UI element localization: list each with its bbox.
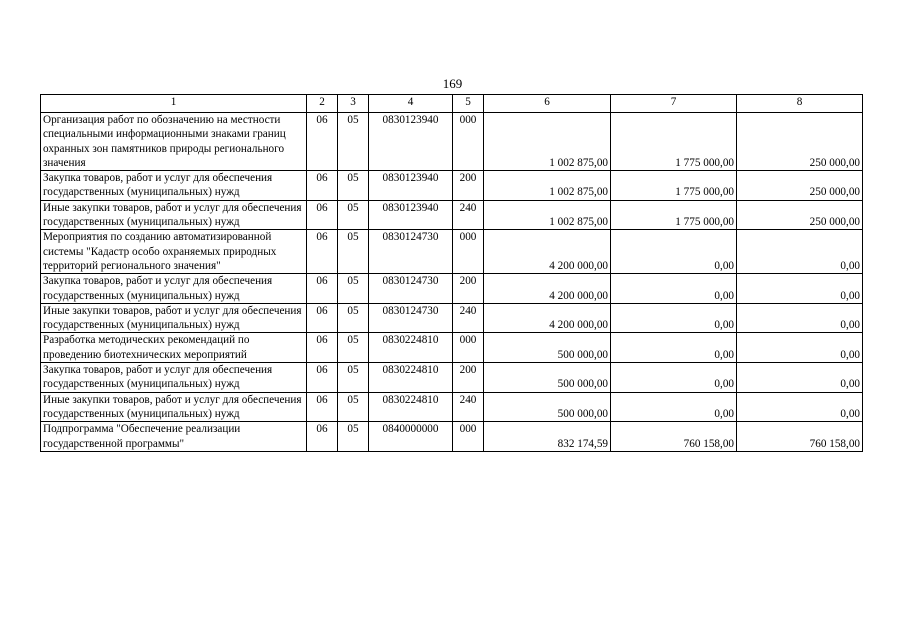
amount-cell: 0,00 xyxy=(611,392,737,422)
amount-cell: 500 000,00 xyxy=(484,333,611,363)
amount-cell: 0,00 xyxy=(737,274,863,304)
amount-cell: 500 000,00 xyxy=(484,363,611,393)
column-number: 5 xyxy=(453,95,484,113)
section-code-cell: 06 xyxy=(307,392,338,422)
column-number: 2 xyxy=(307,95,338,113)
item-name-cell: Организация работ по обозначению на местности специальными информационными знаками границ охранных зон памятников природы регионального значения xyxy=(41,113,307,171)
amount-cell: 0,00 xyxy=(611,274,737,304)
item-name-cell: Иные закупки товаров, работ и услуг для обеспечения государственных (муниципальных) нужд xyxy=(41,200,307,230)
item-name-cell: Разработка методических рекомендаций по проведению биотехнических мероприятий xyxy=(41,333,307,363)
expense-type-cell: 000 xyxy=(453,230,484,274)
column-number: 6 xyxy=(484,95,611,113)
section-code-cell: 06 xyxy=(307,113,338,171)
subsection-code-cell: 05 xyxy=(338,303,369,333)
subsection-code-cell: 05 xyxy=(338,171,369,201)
amount-cell: 0,00 xyxy=(737,392,863,422)
column-number: 4 xyxy=(369,95,453,113)
subsection-code-cell: 05 xyxy=(338,333,369,363)
amount-cell: 4 200 000,00 xyxy=(484,274,611,304)
table-row xyxy=(41,333,863,363)
section-code-cell: 06 xyxy=(307,303,338,333)
item-name-cell: Закупка товаров, работ и услуг для обеспечения государственных (муниципальных) нужд xyxy=(41,171,307,201)
subsection-code-cell: 05 xyxy=(338,113,369,171)
section-code-cell: 06 xyxy=(307,200,338,230)
section-code-cell: 06 xyxy=(307,333,338,363)
target-article-cell: 0830224810 xyxy=(369,363,453,393)
expense-type-cell: 240 xyxy=(453,200,484,230)
section-code-cell: 06 xyxy=(307,171,338,201)
target-article-cell: 0830124730 xyxy=(369,274,453,304)
target-article-cell: 0840000000 xyxy=(369,422,453,452)
column-number: 8 xyxy=(737,95,863,113)
amount-cell: 4 200 000,00 xyxy=(484,230,611,274)
target-article-cell: 0830123940 xyxy=(369,200,453,230)
amount-cell: 0,00 xyxy=(737,230,863,274)
amount-cell: 1 002 875,00 xyxy=(484,171,611,201)
expense-type-cell: 000 xyxy=(453,422,484,452)
table-row xyxy=(41,171,863,201)
amount-cell: 1 775 000,00 xyxy=(611,200,737,230)
page-number: 169 xyxy=(442,76,463,91)
table-row xyxy=(41,392,863,422)
amount-cell: 500 000,00 xyxy=(484,392,611,422)
table-row xyxy=(41,363,863,393)
amount-cell: 4 200 000,00 xyxy=(484,303,611,333)
section-code-cell: 06 xyxy=(307,274,338,304)
amount-cell: 1 775 000,00 xyxy=(611,113,737,171)
amount-cell: 760 158,00 xyxy=(737,422,863,452)
amount-cell: 1 002 875,00 xyxy=(484,200,611,230)
expense-type-cell: 000 xyxy=(453,113,484,171)
amount-cell: 0,00 xyxy=(737,363,863,393)
amount-cell: 0,00 xyxy=(737,333,863,363)
table-row xyxy=(41,303,863,333)
target-article-cell: 0830224810 xyxy=(369,392,453,422)
column-number: 1 xyxy=(41,95,307,113)
section-code-cell: 06 xyxy=(307,363,338,393)
subsection-code-cell: 05 xyxy=(338,274,369,304)
subsection-code-cell: 05 xyxy=(338,230,369,274)
target-article-cell: 0830224810 xyxy=(369,333,453,363)
amount-cell: 760 158,00 xyxy=(611,422,737,452)
subsection-code-cell: 05 xyxy=(338,200,369,230)
amount-cell: 0,00 xyxy=(611,230,737,274)
table-row xyxy=(41,274,863,304)
item-name-cell: Подпрограмма "Обеспечение реализации государственной программы" xyxy=(41,422,307,452)
expense-type-cell: 200 xyxy=(453,363,484,393)
amount-cell: 250 000,00 xyxy=(737,200,863,230)
column-number: 3 xyxy=(338,95,369,113)
amount-cell: 250 000,00 xyxy=(737,171,863,201)
amount-cell: 1 002 875,00 xyxy=(484,113,611,171)
expense-type-cell: 200 xyxy=(453,171,484,201)
subsection-code-cell: 05 xyxy=(338,363,369,393)
amount-cell: 0,00 xyxy=(611,333,737,363)
expense-type-cell: 240 xyxy=(453,303,484,333)
item-name-cell: Мероприятия по созданию автоматизированной системы "Кадастр особо охраняемых природных территорий регионального значения" xyxy=(41,230,307,274)
expense-type-cell: 240 xyxy=(453,392,484,422)
item-name-cell: Иные закупки товаров, работ и услуг для обеспечения государственных (муниципальных) нужд xyxy=(41,303,307,333)
table-row xyxy=(41,200,863,230)
amount-cell: 1 775 000,00 xyxy=(611,171,737,201)
target-article-cell: 0830124730 xyxy=(369,303,453,333)
item-name-cell: Закупка товаров, работ и услуг для обеспечения государственных (муниципальных) нужд xyxy=(41,363,307,393)
budget-table xyxy=(40,94,863,452)
amount-cell: 0,00 xyxy=(611,303,737,333)
subsection-code-cell: 05 xyxy=(338,392,369,422)
amount-cell: 832 174,59 xyxy=(484,422,611,452)
table-row xyxy=(41,422,863,452)
expense-type-cell: 000 xyxy=(453,333,484,363)
table-body xyxy=(41,95,863,452)
column-number: 7 xyxy=(611,95,737,113)
section-code-cell: 06 xyxy=(307,422,338,452)
amount-cell: 0,00 xyxy=(611,363,737,393)
subsection-code-cell: 05 xyxy=(338,422,369,452)
table-row xyxy=(41,113,863,171)
column-number-header-row xyxy=(41,95,863,113)
item-name-cell: Иные закупки товаров, работ и услуг для обеспечения государственных (муниципальных) нужд xyxy=(41,392,307,422)
item-name-cell: Закупка товаров, работ и услуг для обеспечения государственных (муниципальных) нужд xyxy=(41,274,307,304)
expense-type-cell: 200 xyxy=(453,274,484,304)
amount-cell: 0,00 xyxy=(737,303,863,333)
table-row xyxy=(41,230,863,274)
target-article-cell: 0830123940 xyxy=(369,171,453,201)
target-article-cell: 0830123940 xyxy=(369,113,453,171)
target-article-cell: 0830124730 xyxy=(369,230,453,274)
section-code-cell: 06 xyxy=(307,230,338,274)
amount-cell: 250 000,00 xyxy=(737,113,863,171)
